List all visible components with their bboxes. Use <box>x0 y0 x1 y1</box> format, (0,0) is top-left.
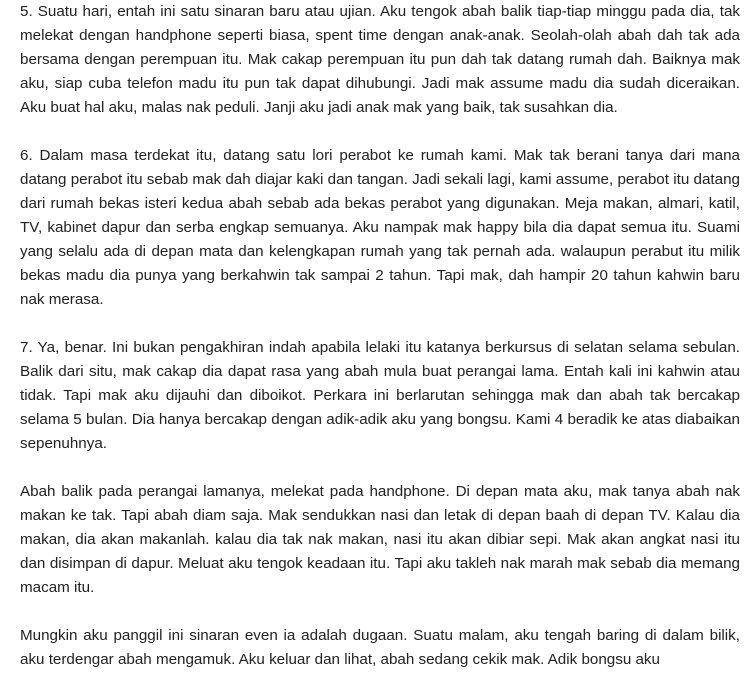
paragraph-7: 7. Ya, benar. Ini bukan pengakhiran indah apabila lelaki itu katanya berkursus di selatan selama sebulan. Balik dari situ, mak cakap dia dapat rasa yang abah mula buat perangai lama. Entah kali ini kahwin atau tidak. Tapi mak aku dijauhi dan diboikot. Perkara ini berlarutan sehingga mak dan abah tak bercakap selama 5 bulan. Dia hanya bercakap dengan adik-adik aku yang bongsu. Kami 4 beradik ke atas diabaikan sepenuhnya. <box>20 339 740 452</box>
paragraph-5: 5. Suatu hari, entah ini satu sinaran baru atau ujian. Aku tengok abah balik tiap-tiap minggu pada dia, tak melekat dengan handphone seperti biasa, spent time dengan anak-anak. Seolah-olah abah dah tak ada bersama dengan perempuan itu. Mak cakap perempuan itu pun dah tak datang rumah dah. Baiknya mak aku, siap cuba telefon madu itu pun tak dapat dihubungi. Jadi mak assume madu dia sudah diceraikan. Aku buat hal aku, malas nak peduli. Janji aku jadi anak mak yang baik, tak susahkan dia. <box>20 3 740 116</box>
paragraph-6: 6. Dalam masa terdekat itu, datang satu lori perabot ke rumah kami. Mak tak berani tanya dari mana datang perabot itu sebab mak dah diajar kaki dan tangan. Jadi sekali lagi, kami assume, perabot itu datang dari rumah bekas isteri kedua abah sebab ada bekas perabot yang digunakan. Meja makan, almari, katil, TV, kabinet dapur dan serba engkap semuanya. Aku nampak mak happy bila dia dapat semua itu. Suami yang selalu ada di depan mata dan kelengkapan rumah yang tak pernah ada. walaupun perabut itu milik bekas madu dia punya yang berkahwin tak sampai 2 tahun. Tapi mak, dah hampir 20 tahun kahwin baru nak merasa. <box>20 147 740 308</box>
paragraph-mungkin: Mungkin aku panggil ini sinaran even ia adalah dugaan. Suatu malam, aku tengah baring di dalam bilik, aku terdengar abah mengamuk. Aku keluar dan lihat, abah sedang cekik mak. Adik bongsu aku <box>20 627 740 668</box>
paragraph-abah-balik: Abah balik pada perangai lamanya, melekat pada handphone. Di depan mata aku, mak tanya abah nak makan ke tak. Tapi abah diam saja. Mak sendukkan nasi dan letak di depan baah di depan TV. Kalau dia makan, dia akan makanlah. kalau dia tak nak makan, nasi itu akan dibiar sepi. Mak akan angkat nasi itu dan disimpan di dapur. Meluat aku tengok keadaan itu. Tapi aku takleh nak marah mak sebab dia memang macam itu. <box>20 483 740 596</box>
article-body <box>20 0 740 696</box>
